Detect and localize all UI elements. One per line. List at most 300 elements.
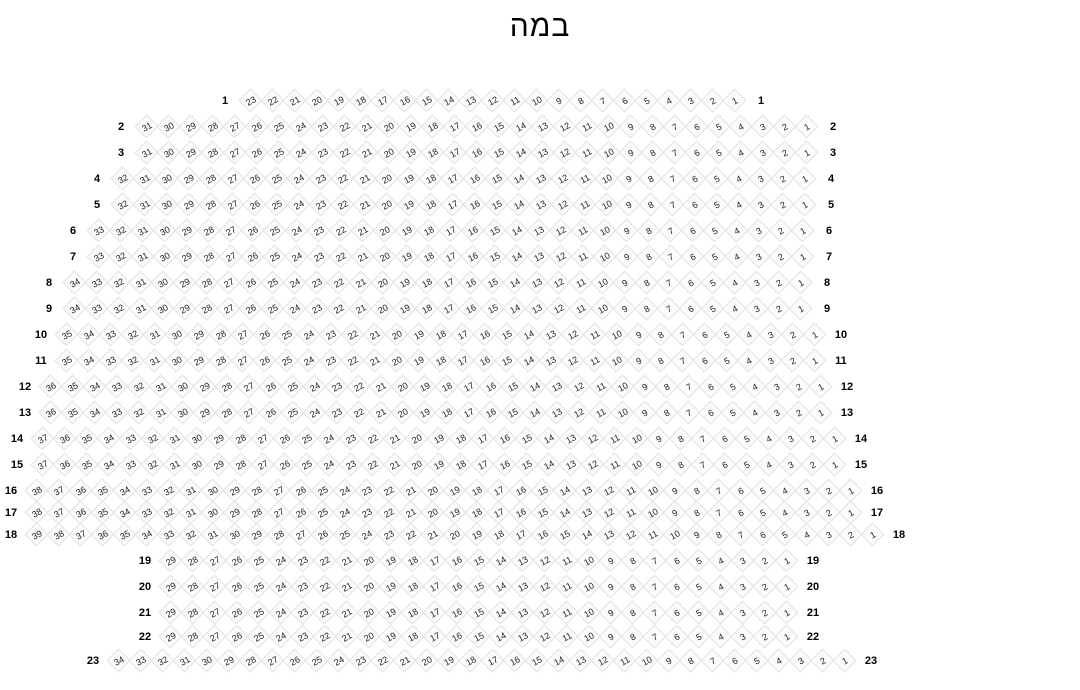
seat-number: 29: [180, 250, 194, 264]
seat-number: 26: [278, 432, 292, 446]
seat-number: 28: [204, 172, 218, 186]
seat-number: 28: [214, 354, 228, 368]
seat-number: 5: [694, 555, 704, 567]
seat-number: 5: [714, 147, 724, 159]
seat-number: 36: [58, 432, 72, 446]
seat[interactable]: [861, 523, 885, 547]
seat[interactable]: [789, 297, 813, 321]
seat-number: 1: [800, 199, 810, 211]
seat-number: 26: [250, 120, 264, 134]
seat-number: 24: [322, 432, 336, 446]
seat-number: 10: [630, 432, 644, 446]
seat-number: 29: [228, 484, 242, 498]
seat-number: 34: [88, 406, 102, 420]
seat-number: 17: [476, 432, 490, 446]
seat-number: 22: [332, 302, 346, 316]
row-label-left: 17: [4, 507, 18, 519]
seat-number: 2: [780, 147, 790, 159]
seat-number: 9: [692, 529, 702, 541]
seat-row: [86, 166, 842, 192]
seat-number: 19: [432, 458, 446, 472]
seat-number: 30: [170, 328, 184, 342]
seat-number: 3: [686, 95, 696, 107]
seat-number: 11: [560, 606, 574, 620]
seat-number: 8: [662, 407, 672, 419]
seat-number: 3: [772, 381, 782, 393]
seat-number: 28: [204, 198, 218, 212]
seat-number: 30: [158, 250, 172, 264]
seat-number: 18: [424, 198, 438, 212]
seat-number: 27: [266, 654, 280, 668]
seat-number: 26: [258, 354, 272, 368]
row-label-right: 8: [823, 277, 831, 289]
seat-row: [38, 296, 838, 322]
seat-number: 23: [360, 484, 374, 498]
seat[interactable]: [823, 453, 847, 477]
row-label-right: 10: [834, 329, 848, 341]
seat-row: [214, 88, 772, 114]
seat[interactable]: [809, 401, 833, 425]
seat-number: 23: [316, 146, 330, 160]
seat-number: 22: [376, 654, 390, 668]
seat-number: 32: [146, 458, 160, 472]
seat[interactable]: [791, 219, 815, 243]
seat-number: 35: [60, 328, 74, 342]
seat-number: 7: [714, 507, 724, 519]
seat-number: 23: [344, 458, 358, 472]
seat-number: 8: [692, 485, 702, 497]
seat-number: 28: [186, 606, 200, 620]
seat-row: [30, 348, 852, 374]
seat-number: 28: [186, 580, 200, 594]
seat-number: 27: [226, 198, 240, 212]
seat-number: 29: [164, 630, 178, 644]
seat-number: 4: [730, 277, 740, 289]
seat-number: 10: [598, 224, 612, 238]
seat-number: 11: [588, 328, 602, 342]
seat-number: 9: [626, 147, 636, 159]
seat-number: 16: [468, 198, 482, 212]
seat-number: 2: [708, 95, 718, 107]
seat-number: 28: [200, 302, 214, 316]
seat-number: 26: [248, 172, 262, 186]
seat-number: 33: [90, 302, 104, 316]
seat-number: 21: [356, 224, 370, 238]
seat-number: 15: [520, 458, 534, 472]
seat-number: 7: [650, 631, 660, 643]
seat-number: 8: [648, 147, 658, 159]
seat-number: 33: [124, 458, 138, 472]
seat-number: 23: [330, 406, 344, 420]
seat-number: 4: [744, 329, 754, 341]
seat-number: 1: [868, 529, 878, 541]
seat-number: 21: [388, 458, 402, 472]
seat-number: 17: [492, 484, 506, 498]
seat-number: 4: [716, 555, 726, 567]
row-label-left: 9: [45, 303, 53, 315]
seat-number: 18: [454, 432, 468, 446]
seat-number: 15: [492, 120, 506, 134]
seat-number: 31: [138, 172, 152, 186]
seat-number: 8: [676, 459, 686, 471]
seat-number: 7: [666, 225, 676, 237]
seat-number: 4: [744, 355, 754, 367]
seat-number: 4: [716, 581, 726, 593]
seat-number: 1: [798, 225, 808, 237]
seat-number: 34: [68, 276, 82, 290]
seat-number: 18: [354, 94, 368, 108]
seat-number: 13: [516, 630, 530, 644]
seat-number: 6: [730, 655, 740, 667]
row-label-right: 4: [827, 173, 835, 185]
seat-number: 14: [494, 630, 508, 644]
seat-number: 13: [550, 380, 564, 394]
seat-number: 21: [288, 94, 302, 108]
seat-number: 22: [346, 328, 360, 342]
seat-number: 19: [432, 432, 446, 446]
seat-number: 27: [236, 328, 250, 342]
seat-number: 32: [114, 224, 128, 238]
row-label-right: 7: [825, 251, 833, 263]
seat-number: 14: [508, 302, 522, 316]
seat-number: 21: [374, 380, 388, 394]
row-label-left: 18: [4, 529, 18, 541]
seat-number: 10: [640, 654, 654, 668]
seat-number: 1: [802, 121, 812, 133]
seat-number: 24: [308, 406, 322, 420]
seat-number: 12: [552, 302, 566, 316]
seat[interactable]: [809, 375, 833, 399]
seat-number: 21: [360, 120, 374, 134]
seat-number: 31: [140, 120, 154, 134]
seat-number: 25: [266, 302, 280, 316]
seat-number: 15: [520, 432, 534, 446]
seat-number: 9: [634, 355, 644, 367]
seat-number: 19: [384, 606, 398, 620]
seat-number: 11: [594, 380, 608, 394]
seat-number: 1: [816, 381, 826, 393]
seat-number: 27: [256, 432, 270, 446]
seat[interactable]: [803, 323, 827, 347]
seat-number: 14: [494, 606, 508, 620]
seat[interactable]: [803, 349, 827, 373]
seat[interactable]: [789, 271, 813, 295]
seat-number: 4: [764, 433, 774, 445]
seat-number: 6: [706, 407, 716, 419]
seat-number: 3: [752, 277, 762, 289]
seat-number: 24: [292, 198, 306, 212]
row-label-left: 3: [117, 147, 125, 159]
seat-number: 22: [346, 354, 360, 368]
seat-number: 20: [396, 406, 410, 420]
seat-number: 4: [734, 199, 744, 211]
seat-number: 29: [222, 654, 236, 668]
seat[interactable]: [775, 549, 799, 573]
seat-number: 7: [698, 433, 708, 445]
seat-number: 24: [338, 506, 352, 520]
seat-number: 8: [628, 631, 638, 643]
seat-number: 21: [368, 328, 382, 342]
seat-number: 28: [206, 120, 220, 134]
seat-number: 13: [464, 94, 478, 108]
seat-number: 23: [296, 580, 310, 594]
seat-number: 36: [74, 484, 88, 498]
seat-number: 21: [398, 654, 412, 668]
seat-number: 24: [308, 380, 322, 394]
seat-number: 19: [470, 528, 484, 542]
seat-number: 29: [212, 432, 226, 446]
seat-number: 3: [758, 147, 768, 159]
seat-number: 34: [82, 328, 96, 342]
seat-number: 19: [418, 406, 432, 420]
seat-number: 31: [134, 302, 148, 316]
seat-number: 36: [58, 458, 72, 472]
stage-label: במה: [509, 10, 571, 43]
seat[interactable]: [791, 245, 815, 269]
seat-number: 20: [378, 224, 392, 238]
seat-number: 27: [208, 554, 222, 568]
seat-number: 22: [352, 406, 366, 420]
seat-number: 13: [580, 484, 594, 498]
seat-number: 31: [148, 328, 162, 342]
seat-number: 8: [628, 581, 638, 593]
seat-number: 31: [148, 354, 162, 368]
row-label-left: 15: [10, 459, 24, 471]
seat-number: 5: [708, 303, 718, 315]
seat-number: 12: [602, 506, 616, 520]
seat[interactable]: [793, 193, 817, 217]
seat-number: 35: [66, 406, 80, 420]
seat-number: 5: [694, 631, 704, 643]
seat-number: 17: [486, 654, 500, 668]
row-label-left: 19: [138, 555, 152, 567]
seat-number: 17: [446, 172, 460, 186]
seat-number: 10: [610, 328, 624, 342]
seat-number: 23: [354, 654, 368, 668]
seat-number: 5: [780, 529, 790, 541]
seat-number: 30: [170, 354, 184, 368]
seat-number: 8: [714, 529, 724, 541]
seat-number: 27: [222, 302, 236, 316]
seat-number: 10: [596, 276, 610, 290]
seat-number: 3: [824, 529, 834, 541]
seat-number: 11: [580, 120, 594, 134]
row-label-left: 2: [117, 121, 125, 133]
seat-number: 13: [536, 146, 550, 160]
seat-number: 17: [514, 528, 528, 542]
seat-number: 3: [754, 251, 764, 263]
seat-number: 14: [442, 94, 456, 108]
seat-number: 13: [544, 328, 558, 342]
seat-number: 23: [296, 554, 310, 568]
seat-number: 27: [228, 120, 242, 134]
seat-number: 11: [576, 250, 590, 264]
seat-number: 17: [428, 606, 442, 620]
seat-number: 16: [514, 506, 528, 520]
seat-number: 20: [362, 630, 376, 644]
seat-number: 6: [672, 631, 682, 643]
seat-number: 11: [588, 354, 602, 368]
row-label-right: 19: [806, 555, 820, 567]
seat-number: 10: [600, 198, 614, 212]
seat-number: 17: [446, 198, 460, 212]
seat-number: 12: [552, 276, 566, 290]
seat-number: 22: [334, 224, 348, 238]
seat-number: 12: [596, 654, 610, 668]
seat-number: 22: [338, 146, 352, 160]
seat-number: 27: [208, 580, 222, 594]
seat-number: 25: [280, 354, 294, 368]
seat-number: 30: [162, 120, 176, 134]
seat-number: 14: [542, 432, 556, 446]
seat-number: 9: [622, 251, 632, 263]
seat-number: 17: [448, 146, 462, 160]
seat-number: 2: [846, 529, 856, 541]
seat-number: 26: [230, 630, 244, 644]
seat-number: 28: [220, 380, 234, 394]
seat-number: 28: [202, 250, 216, 264]
seat-number: 5: [694, 581, 704, 593]
seat-number: 5: [712, 199, 722, 211]
seat-number: 38: [52, 528, 66, 542]
seat-number: 2: [808, 433, 818, 445]
seat-number: 35: [80, 432, 94, 446]
seat-number: 6: [720, 433, 730, 445]
seat-number: 29: [192, 328, 206, 342]
seat-number: 13: [516, 606, 530, 620]
seat[interactable]: [795, 115, 819, 139]
seat-number: 11: [618, 654, 632, 668]
seat-number: 12: [538, 630, 552, 644]
seat-number: 34: [140, 528, 154, 542]
seat-number: 12: [572, 380, 586, 394]
seat[interactable]: [775, 625, 799, 649]
seat-number: 21: [404, 506, 418, 520]
seat-number: 3: [758, 121, 768, 133]
seat-number: 20: [390, 328, 404, 342]
seat-number: 2: [778, 173, 788, 185]
seat-number: 10: [530, 94, 544, 108]
seat-number: 15: [472, 606, 486, 620]
seat-number: 29: [192, 354, 206, 368]
seat-number: 12: [556, 172, 570, 186]
row-label-left: 10: [34, 329, 48, 341]
seat-number: 10: [646, 484, 660, 498]
seat[interactable]: [775, 601, 799, 625]
seat-number: 32: [116, 172, 130, 186]
seat-number: 10: [668, 528, 682, 542]
seat-number: 14: [514, 120, 528, 134]
seat-number: 29: [250, 528, 264, 542]
seat[interactable]: [723, 89, 747, 113]
seat-number: 5: [694, 607, 704, 619]
seat-number: 16: [466, 224, 480, 238]
seat-number: 30: [160, 198, 174, 212]
seat-number: 12: [586, 458, 600, 472]
seat-number: 14: [522, 354, 536, 368]
seat-number: 27: [208, 606, 222, 620]
seat-number: 10: [630, 458, 644, 472]
seat-number: 4: [750, 381, 760, 393]
seat-number: 7: [678, 329, 688, 341]
seat-number: 20: [362, 554, 376, 568]
seat-number: 15: [506, 380, 520, 394]
seat-number: 16: [450, 630, 464, 644]
seat-number: 33: [110, 380, 124, 394]
seat-number: 11: [574, 302, 588, 316]
seat-number: 24: [274, 630, 288, 644]
seat-number: 26: [264, 406, 278, 420]
seat-number: 5: [722, 355, 732, 367]
seat-number: 1: [846, 485, 856, 497]
seat-number: 30: [158, 224, 172, 238]
seat-number: 10: [582, 630, 596, 644]
seat-number: 15: [490, 172, 504, 186]
seat-number: 7: [598, 95, 608, 107]
seat-number: 20: [448, 528, 462, 542]
seat-number: 20: [382, 146, 396, 160]
seat-number: 27: [228, 146, 242, 160]
seat-row: [0, 522, 910, 548]
seat-number: 6: [672, 607, 682, 619]
seat[interactable]: [775, 575, 799, 599]
seat-number: 25: [286, 380, 300, 394]
seat-number: 14: [552, 654, 566, 668]
seat-number: 4: [716, 607, 726, 619]
seat-number: 10: [616, 406, 630, 420]
seat-number: 12: [538, 554, 552, 568]
seat-row: [110, 140, 844, 166]
seat[interactable]: [793, 167, 817, 191]
seat-number: 2: [818, 655, 828, 667]
seat[interactable]: [795, 141, 819, 165]
row-label-right: 15: [854, 459, 868, 471]
seat-number: 30: [156, 302, 170, 316]
seat[interactable]: [833, 649, 857, 673]
seat-number: 10: [598, 250, 612, 264]
seat-number: 6: [688, 251, 698, 263]
seat-number: 9: [622, 225, 632, 237]
seat-number: 16: [498, 432, 512, 446]
seat-number: 36: [96, 528, 110, 542]
seat-number: 3: [802, 485, 812, 497]
seat-number: 8: [656, 329, 666, 341]
seat-number: 16: [398, 94, 412, 108]
seat-number: 26: [230, 580, 244, 594]
seat-number: 33: [162, 528, 176, 542]
seat[interactable]: [823, 427, 847, 451]
row-label-left: 13: [18, 407, 32, 419]
seat-number: 30: [190, 432, 204, 446]
seat-number: 9: [654, 433, 664, 445]
seat-number: 36: [74, 506, 88, 520]
seat-number: 19: [384, 554, 398, 568]
row-label-left: 16: [4, 485, 18, 497]
seat-number: 1: [830, 433, 840, 445]
row-label-left: 5: [93, 199, 101, 211]
seat-number: 29: [164, 606, 178, 620]
seat-number: 2: [780, 121, 790, 133]
seat-number: 35: [96, 506, 110, 520]
seat-number: 34: [118, 484, 132, 498]
seat-number: 22: [352, 380, 366, 394]
seat-number: 19: [400, 224, 414, 238]
seat-number: 32: [126, 354, 140, 368]
seat-number: 24: [332, 654, 346, 668]
seat-number: 16: [466, 250, 480, 264]
seat-number: 23: [312, 250, 326, 264]
seat-number: 19: [384, 630, 398, 644]
